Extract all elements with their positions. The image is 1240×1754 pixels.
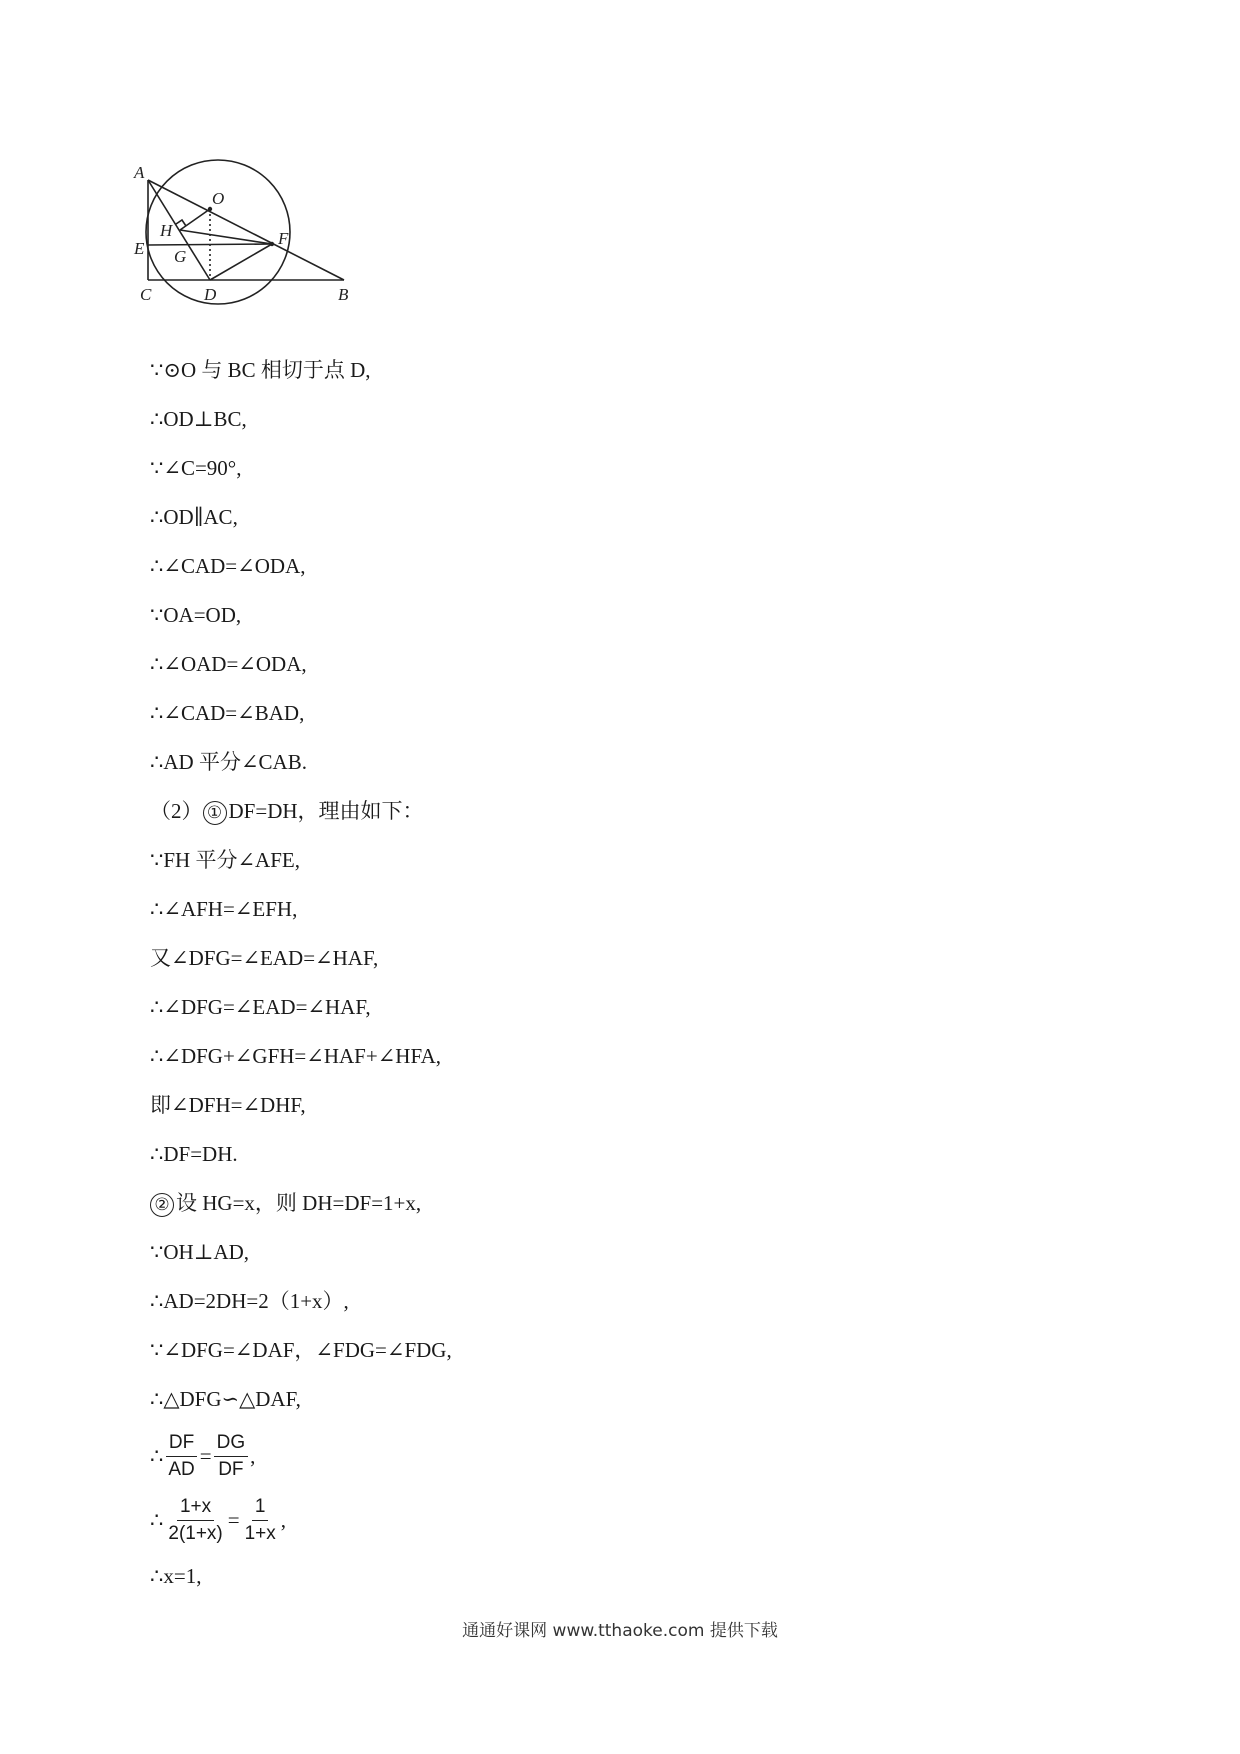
proof-line: ∴∠OAD=∠ODA, xyxy=(150,652,307,676)
proof-line-final: ∴x=1, xyxy=(150,1564,202,1588)
proof-line-sub2 xyxy=(150,1179,850,1228)
segment-df xyxy=(210,244,272,280)
part-number: （2） xyxy=(150,799,203,823)
label-o: O xyxy=(212,189,225,208)
circled-one: ① xyxy=(203,801,227,825)
proof-line: ∴∠DFG=∠EAD=∠HAF, xyxy=(150,995,371,1019)
proof-line: ∴AD=2DH=2（1+x）, xyxy=(150,1289,349,1313)
proof-line: 即∠DFH=∠DHF, xyxy=(150,1093,306,1117)
numerator: DG xyxy=(214,1432,249,1457)
right-angle-mark xyxy=(176,220,186,226)
label-d: D xyxy=(204,285,217,304)
proof-line: ∵OH⊥AD, xyxy=(150,1240,250,1264)
numerator: DF xyxy=(166,1432,197,1457)
proof-line-part2 xyxy=(150,787,850,836)
proof-line: ∵⊙O 与 BC 相切于点 D, xyxy=(150,358,371,382)
proof-line: ∵FH 平分∠AFE, xyxy=(150,848,300,872)
fraction-right xyxy=(214,1432,249,1481)
proof-line: ∴△DFG∽△DAF, xyxy=(150,1387,301,1411)
equals-sign: = xyxy=(199,1443,212,1468)
proof-line: ∴DF=DH. xyxy=(150,1142,238,1166)
proof-line: ∵∠DFG=∠DAF，∠FDG=∠FDG, xyxy=(150,1338,452,1362)
proof-line: ∴∠AFH=∠EFH, xyxy=(150,897,298,921)
page-footer: 通通好课网 www.tthaoke.com 提供下载 xyxy=(462,1621,778,1641)
label-g: G xyxy=(174,247,187,266)
label-b: B xyxy=(338,285,349,304)
comma: , xyxy=(280,1507,287,1532)
therefore-symbol: ∴ xyxy=(150,1443,164,1468)
proof-line: ∴∠DFG+∠GFH=∠HAF+∠HFA, xyxy=(150,1044,442,1068)
fraction-right xyxy=(242,1496,279,1545)
denominator: 1+x xyxy=(244,1522,276,1544)
denominator: DF xyxy=(218,1458,244,1480)
numerator: 1+x xyxy=(177,1496,214,1521)
label-a: A xyxy=(134,163,145,182)
circled-two: ② xyxy=(150,1193,174,1217)
proof-text xyxy=(150,346,850,1601)
fraction-equation-1 xyxy=(150,1424,850,1488)
circle-tangent-diagram xyxy=(134,152,398,342)
geometry-figure xyxy=(134,152,398,342)
proof-line: ∴∠CAD=∠BAD, xyxy=(150,701,305,725)
proof-line: 又∠DFG=∠EAD=∠HAF, xyxy=(150,946,379,970)
proof-line: ∵OA=OD, xyxy=(150,603,242,627)
fraction-equation-2 xyxy=(150,1488,850,1552)
proof-line: ∴∠CAD=∠ODA, xyxy=(150,554,306,578)
segment-ho xyxy=(180,209,210,230)
proof-line: ∴OD∥AC, xyxy=(150,505,238,529)
label-e: E xyxy=(134,239,145,258)
fraction-left xyxy=(165,1496,225,1545)
proof-line: ∵∠C=90°, xyxy=(150,456,242,480)
therefore-symbol: ∴ xyxy=(150,1507,164,1532)
label-h: H xyxy=(160,221,173,240)
label-f: F xyxy=(278,229,289,248)
setup-text: 设 HG=x，则 DH=DF=1+x, xyxy=(176,1191,422,1215)
numerator: 1 xyxy=(252,1496,269,1521)
label-c: C xyxy=(140,285,152,304)
proof-line: ∴OD⊥BC, xyxy=(150,407,247,431)
claim-text: DF=DH，理由如下： xyxy=(228,799,424,823)
denominator: AD xyxy=(168,1458,195,1480)
point-f xyxy=(270,242,274,246)
denominator: 2(1+x) xyxy=(168,1522,223,1544)
comma: , xyxy=(250,1443,256,1468)
fraction-left xyxy=(165,1432,197,1481)
proof-line: ∴AD 平分∠CAB. xyxy=(150,750,307,774)
equals-sign: = xyxy=(227,1507,240,1532)
